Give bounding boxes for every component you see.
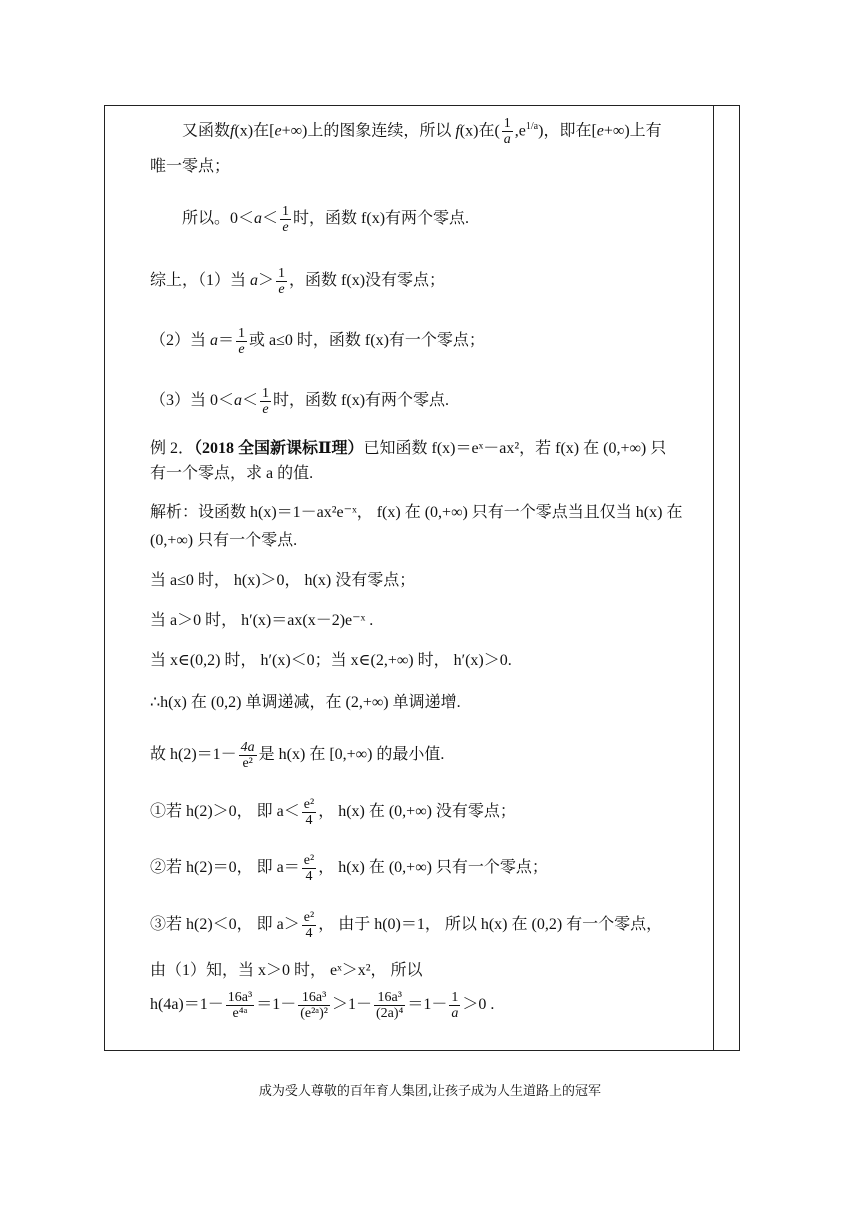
text: ＞ — [258, 272, 275, 290]
denominator: 4 — [305, 869, 313, 884]
denominator: e — [238, 342, 245, 357]
text: 又函数 — [182, 122, 231, 140]
fraction — [374, 990, 405, 1021]
numerator: e² — [303, 797, 315, 812]
text: a — [210, 332, 219, 350]
numerator: 16a³ — [298, 990, 330, 1006]
text: 在( — [478, 122, 500, 140]
denominator: a — [451, 1006, 459, 1021]
text: a — [234, 392, 243, 410]
text-line-1 — [182, 116, 662, 147]
denominator: (e²ᵃ)² — [300, 1006, 328, 1021]
text: e — [274, 122, 282, 140]
denominator: e — [282, 220, 289, 235]
numerator: 1 — [451, 990, 459, 1005]
solution-line-5: 当 x∈(0,2) 时， h′(x)＜0；当 x∈(2,+∞) 时， h′(x)＞0. — [150, 652, 512, 669]
text: ＝1－ — [407, 996, 448, 1014]
fraction — [239, 740, 257, 771]
text: ②若 h(2)＝0， 即 a＝ — [150, 859, 300, 877]
numerator: e² — [303, 910, 315, 925]
solution-line-3: 当 a≤0 时， h(x)＞0， h(x) 没有零点； — [150, 572, 416, 589]
denominator: e — [262, 402, 269, 417]
text: 综上，（1）当 — [150, 272, 251, 290]
fraction — [449, 990, 460, 1021]
example-text: 已知函数 f(x)＝eˣ－ax²，若 f(x) 在 (0,+∞) 只 — [363, 440, 667, 457]
fraction — [236, 326, 247, 357]
conclusion-line-1: 由（1）知，当 x＞0 时， eˣ＞x²， 所以 — [150, 962, 423, 979]
conclusion-line-2 — [150, 990, 494, 1021]
fraction — [280, 204, 291, 235]
solution-line-1: 解析：设函数 h(x)＝1－ax²e⁻ˣ， f(x) 在 (0,+∞) 只有一个零点当且仅当 h(x) 在 — [150, 504, 683, 521]
solution-line-2: (0,+∞) 只有一个零点. — [150, 532, 298, 549]
text: ， h(x) 在 (0,+∞) 没有零点； — [318, 803, 516, 821]
text-line-3 — [182, 204, 469, 235]
text: ＝ — [218, 332, 235, 350]
numerator: 1 — [282, 204, 290, 219]
case-1 — [150, 797, 516, 828]
fraction — [502, 116, 513, 147]
text: a — [254, 210, 263, 228]
page-footer: 成为受人尊敬的百年育人集团,让孩子成为人生道路上的冠军 — [258, 1084, 602, 1099]
table-column-divider — [713, 105, 714, 1051]
text: 时，函数 f(x)有两个零点. — [273, 392, 450, 410]
text: h(4a)＝1－ — [150, 996, 224, 1014]
solution-line-6: ∴h(x) 在 (0,2) 单调递减，在 (2,+∞) 单调递增. — [150, 694, 461, 711]
solution-line-4: 当 a＞0 时， h′(x)＝ax(x－2)e⁻ˣ . — [150, 612, 374, 629]
denominator: 4 — [305, 813, 313, 828]
fraction — [302, 910, 316, 941]
fraction — [260, 386, 271, 417]
text: ＜ — [262, 210, 279, 228]
denominator: (2a)⁴ — [375, 1006, 404, 1021]
text: a — [250, 272, 259, 290]
fraction — [302, 797, 316, 828]
numerator: 16a³ — [227, 990, 253, 1005]
fraction — [276, 266, 287, 297]
text: ③若 h(2)＜0， 即 a＞ — [150, 916, 300, 934]
text-line-4 — [150, 266, 445, 297]
text: ＞1－ — [331, 996, 372, 1014]
text: ，函数 f(x)没有零点； — [289, 272, 446, 290]
text-line-2: 唯一零点； — [150, 158, 231, 175]
text: (x) — [459, 122, 479, 140]
denominator: e² — [242, 756, 253, 771]
text-line-5 — [150, 326, 485, 357]
text: ＜ — [242, 392, 259, 410]
text: （3）当 0＜ — [150, 392, 235, 410]
case-2 — [150, 853, 548, 884]
text: 在[ — [253, 122, 275, 140]
text: (x) — [234, 122, 254, 140]
example-heading — [150, 438, 666, 460]
solution-line-7 — [150, 740, 444, 771]
numerator: 4a — [240, 740, 255, 755]
numerator: 1 — [503, 116, 511, 132]
text: f — [455, 122, 460, 140]
text: ＞0 . — [462, 996, 495, 1014]
text: ， h(x) 在 (0,+∞) 只有一个零点； — [318, 859, 548, 877]
text: （2）当 — [150, 332, 211, 350]
denominator: e⁴ᵃ — [232, 1006, 248, 1021]
text: ,e — [514, 122, 526, 140]
case-3 — [150, 910, 662, 941]
example-number: 例 2． — [150, 440, 195, 457]
text: 是 h(x) 在 [0,+∞) 的最小值. — [258, 746, 445, 764]
exponent: 1/a — [525, 121, 539, 132]
numerator: e² — [303, 853, 315, 868]
text: 故 h(2)＝1－ — [150, 746, 237, 764]
numerator: 1 — [262, 386, 270, 401]
fraction — [302, 853, 316, 884]
numerator: 1 — [238, 326, 246, 341]
text: ， 由于 h(0)＝1， 所以 h(x) 在 (0,2) 有一个零点， — [318, 916, 663, 934]
example-source: （2018 全国新课标Ⅱ理） — [194, 440, 364, 457]
text: ＝1－ — [256, 996, 297, 1014]
text: )，即在[ — [538, 122, 597, 140]
numerator: 16a³ — [374, 990, 405, 1006]
text: e — [596, 122, 604, 140]
numerator: 1 — [278, 266, 286, 281]
text-line-6 — [150, 386, 449, 417]
text: ①若 h(2)＞0， 即 a＜ — [150, 803, 300, 821]
denominator: a — [503, 132, 511, 148]
fraction — [226, 990, 254, 1021]
example-text-2: 有一个零点，求 a 的值. — [150, 465, 314, 482]
text: 所以。0＜ — [182, 210, 255, 228]
text: 或 a≤0 时，函数 f(x)有一个零点； — [249, 332, 485, 350]
fraction — [298, 990, 330, 1021]
text: +∞)上有 — [603, 122, 662, 140]
text: 时，函数 f(x)有两个零点. — [293, 210, 470, 228]
text: +∞)上的图象连续，所以 — [281, 122, 456, 140]
denominator: 4 — [305, 926, 313, 941]
denominator: e — [278, 282, 285, 297]
text: f — [230, 122, 235, 140]
